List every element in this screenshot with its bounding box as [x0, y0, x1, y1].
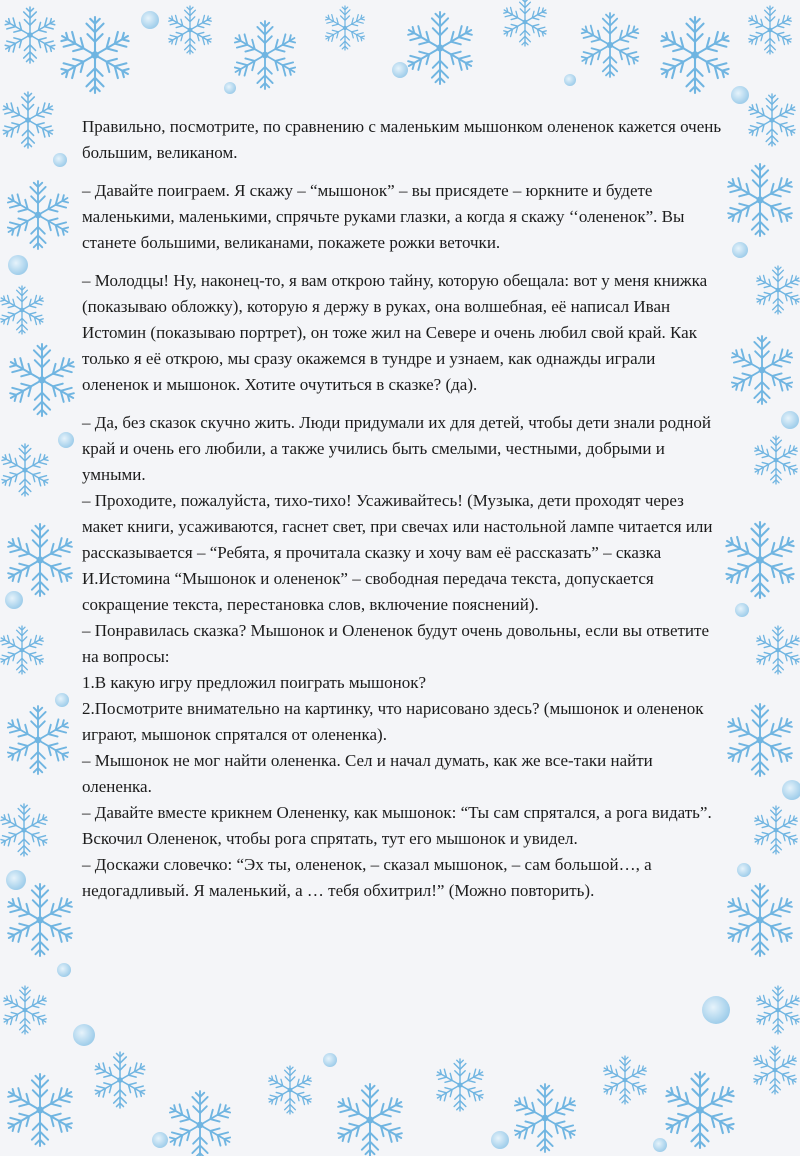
paragraph: – Доскажи словечко: “Эх ты, олененок, – сказал мышонок, – сам большой…, а недогадливый. Я маленький, а … тебя обхитрил!” (Можно повторить).	[82, 855, 652, 900]
document-body	[82, 114, 722, 904]
paragraph: – Молодцы! Ну, наконец-то, я вам открою тайну, которую обещала: вот у меня книжка (показываю обложку), которую я держу в руках, она волшебная, её написал Иван Истомин (показываю портрет), он тоже жил на Севере и очень любил свой край. Как только я её открою, мы сразу окажемся в тундре и узнаем, как однажды играли олененок и мышонок. Хотите очутиться в сказке? (да).	[82, 271, 708, 394]
paragraph: – Понравилась сказка? Мышонок и Олененок будут очень довольны, если вы ответите на вопросы:	[82, 621, 709, 666]
list-item: 1.В какую игру предложил поиграть мышонок?	[82, 673, 427, 692]
paragraph: – Давайте вместе крикнем Олененку, как мышонок: “Ты сам спрятался, а рога видать”. Вскочил Олененок, чтобы рога спрятать, тут его мышонок и увидел.	[82, 803, 712, 848]
paragraph: – Да, без сказок скучно жить. Люди придумали их для детей, чтобы дети знали родной край и очень его любили, а также учились быть смелыми, честными, добрыми и умными.	[82, 413, 711, 484]
list-item: 2.Посмотрите внимательно на картинку, что нарисовано здесь? (мышонок и олененок играют, мышонок спрятался от олененка).	[82, 699, 704, 744]
paragraph: Правильно, посмотрите, по сравнению с маленьким мышонком олененок кажется очень большим, великаном.	[82, 117, 722, 162]
paragraph: – Мышонок не мог найти олененка. Сел и начал думать, как же все-таки найти олененка.	[82, 751, 653, 796]
paragraph: – Давайте поиграем. Я скажу – “мышонок” – вы присядете – юркните и будете маленькими, маленькими, спрячьте руками глазки, а когда я скажу ‘‘олененок”. Вы станете большими, великанами, покажете рожки веточки.	[82, 181, 685, 252]
paragraph: – Проходите, пожалуйста, тихо-тихо! Усаживайтесь! (Музыка, дети проходят через макет книги, усаживаются, гаснет свет, при свечах или настольной лампе читается или рассказывается – “Ребята, я прочитала сказку и хочу вам её рассказать” – сказка И.Истомина “Мышонок и олененок” – свободная передача текста, допускается сокращение текста, перестановка слов, включение пояснений).	[82, 491, 713, 614]
